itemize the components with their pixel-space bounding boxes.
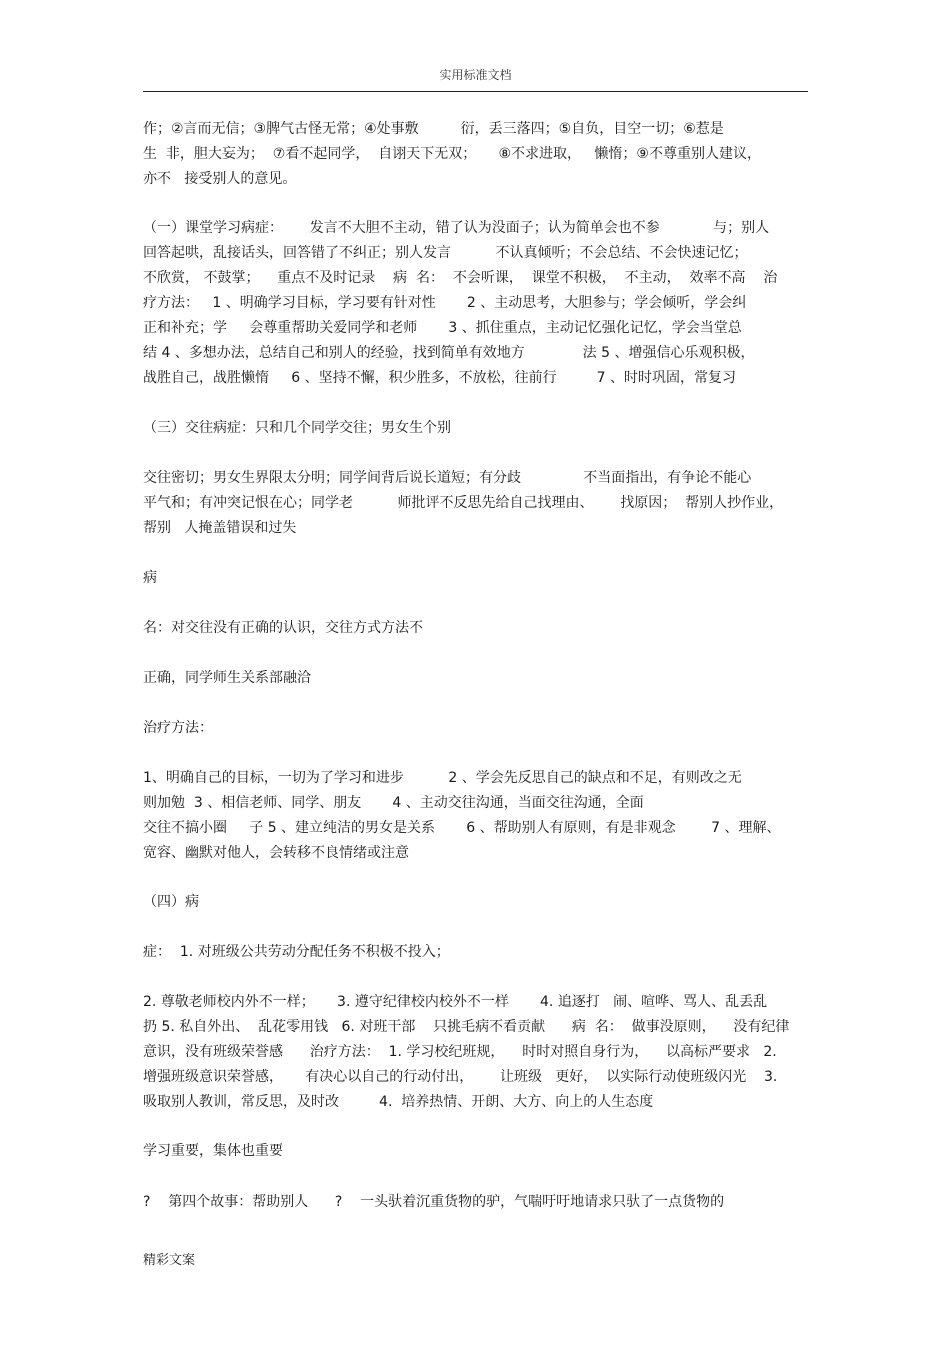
text-line: 回答起哄，乱接话头，回答错了不纠正；别人发言 不认真倾听；不会总结、不会快速记忆； xyxy=(143,245,748,261)
text-line: 交往不搞小圈 子 5 、建立纯洁的男女是关系 6 、帮助别人有原则，有是非观念 7 、理解、 xyxy=(143,820,781,836)
text-line: （三）交往病症：只和几个同学交往；男女生个别 xyxy=(143,420,451,436)
text-line: 疗方法： 1 、明确学习目标，学习要有针对性 2 、主动思考，大胆参与；学会倾听，学会纠 xyxy=(143,295,747,311)
text-line: 症： 1. 对班级公共劳动分配任务不积极不投入； xyxy=(143,944,450,960)
text-line: 生 非，胆大妄为； ⑦看不起同学， 自诩天下无双； ⑧不求进取， 懒惰；⑨不尊重别人建议， xyxy=(143,146,761,162)
text-line: 则加勉 3 、相信老师、同学、朋友 4 、主动交往沟通，当面交往沟通，全面 xyxy=(143,795,644,811)
text-line: 增强班级意识荣誉感， 有决心以自己的行动付出， 让班级 更好， 以实际行动使班级闪光 3. xyxy=(143,1069,778,1085)
page-header: 实用标准文档 xyxy=(439,68,512,82)
text-line: 治疗方法： xyxy=(143,720,213,736)
text-line: 交往密切；男女生界限太分明；同学间背后说长道短；有分歧 不当面指出，有争论不能心 xyxy=(143,470,752,486)
text-line: 作；②言而无信；③脾气古怪无常；④处事敷 衍，丢三落四；⑤自负，目空一切；⑥惹是 xyxy=(143,121,724,137)
text-line: 1、明确自己的目标，一切为了学习和进步 2 、学会先反思自己的缺点和不足，有则改之无 xyxy=(143,770,742,786)
text-line: （一）课堂学习病症： 发言不大胆不主动，错了认为没面子；认为简单会也不参 与；别人 xyxy=(143,220,770,236)
text-line: 2. 尊敬老师校内外不一样； 3. 遵守纪律校内校外不一样 4. 追逐打 闹、喧哗、骂人、乱丢乱 xyxy=(143,994,768,1010)
text-line: 战胜自己，战胜懒惰 6 、坚持不懈，积少胜多，不放松，往前行 7 、时时巩固，常复习 xyxy=(143,370,737,386)
text-line: 吸取别人教训，常反思，及时改 4. 培养热情、开朗、大方、向上的人生态度 xyxy=(143,1094,654,1110)
text-line: 亦不 接受别人的意见。 xyxy=(143,171,297,187)
text-line: 帮别 人掩盖错误和过失 xyxy=(143,520,297,536)
text-line: 病 xyxy=(143,570,157,586)
text-line: 平气和；有冲突记恨在心；同学老 师批评不反思先给自己找理由、 找原因； 帮别人抄作业， xyxy=(143,495,784,511)
text-line: 宽容、幽默对他人，会转移不良情绪或注意 xyxy=(143,845,409,861)
header-divider xyxy=(143,91,808,92)
text-line: 名：对交往没有正确的认识，交往方式方法不 xyxy=(143,620,423,636)
text-line: 扔 5. 私自外出、 乱花零用钱 6. 对班干部 只挑毛病不看贡献 病 名： 做事没原则， 没有纪律 xyxy=(143,1019,790,1035)
text-line: （四）病 xyxy=(143,894,199,910)
page-footer: 精彩文案 xyxy=(143,1253,196,1268)
text-line: 正确，同学师生关系部融洽 xyxy=(143,670,311,686)
text-line: 意识，没有班级荣誉感 治疗方法： 1. 学习校纪班规， 时时对照自身行为， 以高标严要求 2. xyxy=(143,1044,777,1060)
text-line: ? 第四个故事：帮助别人 ? 一头驮着沉重货物的驴，气喘吁吁地请求只驮了一点货物的 xyxy=(143,1194,725,1210)
text-line: 学习重要，集体也重要 xyxy=(143,1143,283,1159)
text-line: 结 4 、多想办法，总结自己和别人的经验，找到简单有效地方 法 5 、增强信心乐观积极， xyxy=(143,345,755,361)
text-line: 不欣赏， 不鼓掌； 重点不及时记录 病 名： 不会听课， 课堂不积极， 不主动， 效率不高 治 xyxy=(143,270,778,286)
text-line: 正和补充；学 会尊重帮助关爱同学和老师 3 、抓住重点，主动记忆强化记忆，学会当堂总 xyxy=(143,320,742,336)
